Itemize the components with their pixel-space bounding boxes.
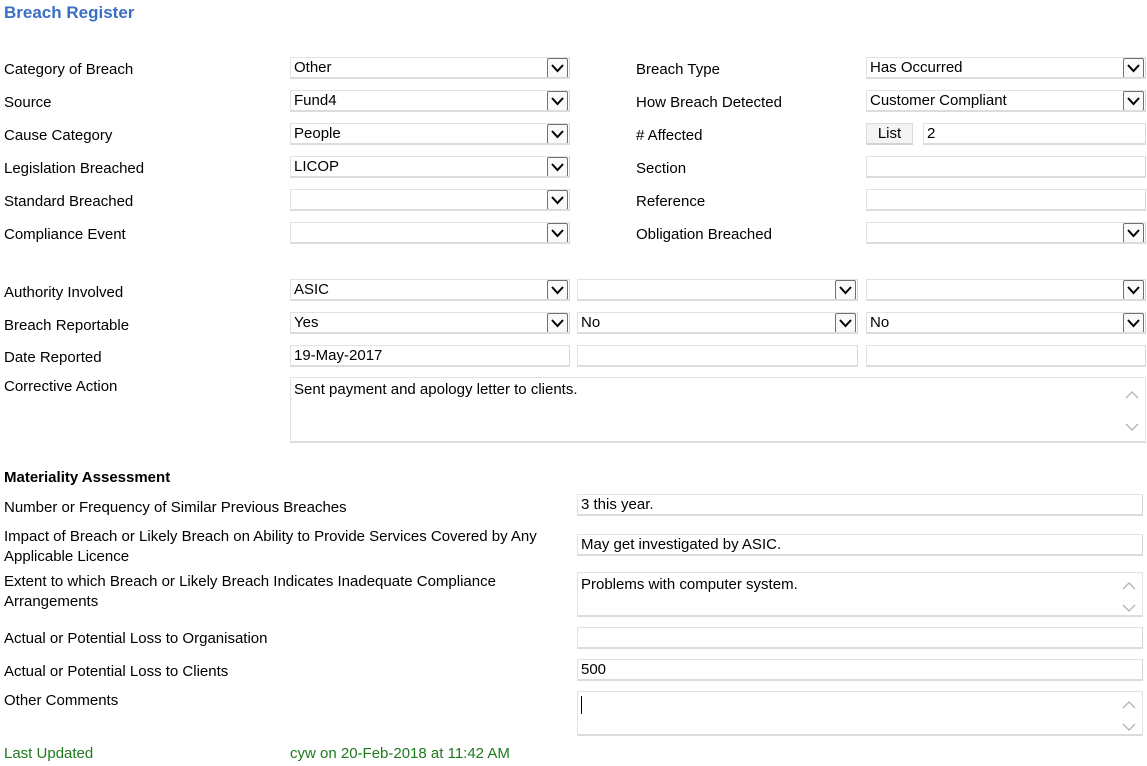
label-corrective-action: Corrective Action xyxy=(4,378,118,395)
how-breach-detected-value: Customer Compliant xyxy=(870,92,1007,109)
chevron-down-icon[interactable] xyxy=(1125,418,1139,438)
label-obligation-breached: Obligation Breached xyxy=(636,226,772,243)
chevron-down-icon[interactable] xyxy=(1122,599,1136,619)
breach-reportable-value-1: Yes xyxy=(294,314,319,331)
chevron-down-icon[interactable] xyxy=(1122,718,1136,738)
page-title: Breach Register xyxy=(4,3,135,22)
loss-clients-input[interactable]: 500 xyxy=(577,659,1143,681)
legislation-breached-select[interactable] xyxy=(290,156,570,178)
breach-reportable-value-2: No xyxy=(581,314,601,331)
compliance-event-select[interactable] xyxy=(290,222,570,244)
extent-textarea[interactable] xyxy=(577,572,1143,617)
chevron-down-icon[interactable] xyxy=(835,280,856,300)
label-source: Source xyxy=(4,94,52,111)
chevron-down-icon[interactable] xyxy=(547,190,568,210)
label-standard-breached: Standard Breached xyxy=(4,193,134,210)
label-breach-reportable: Breach Reportable xyxy=(4,317,130,334)
chevron-down-icon[interactable] xyxy=(547,280,568,300)
chevron-down-icon[interactable] xyxy=(1123,91,1144,111)
label-loss-organisation: Actual or Potential Loss to Organisation xyxy=(4,630,268,647)
breach-reportable-select-1[interactable] xyxy=(290,312,570,334)
breach-type-value: Has Occurred xyxy=(870,59,963,76)
label-extent: Extent to which Breach or Likely Breach Indicates Inadequate Compliance Arrangements xyxy=(4,573,496,610)
source-value: Fund4 xyxy=(294,92,337,109)
label-authority-involved: Authority Involved xyxy=(4,284,124,301)
label-affected: # Affected xyxy=(636,127,703,144)
cause-category-select[interactable] xyxy=(290,123,570,145)
chevron-down-icon[interactable] xyxy=(1123,223,1144,243)
chevron-down-icon[interactable] xyxy=(547,124,568,144)
chevron-down-icon[interactable] xyxy=(547,313,568,333)
extent-text: Problems with computer system. xyxy=(581,576,798,593)
label-how-breach-detected: How Breach Detected xyxy=(636,94,782,111)
chevron-down-icon[interactable] xyxy=(547,223,568,243)
text-cursor xyxy=(581,696,582,714)
label-compliance-event: Compliance Event xyxy=(4,226,126,243)
chevron-down-icon[interactable] xyxy=(1123,280,1144,300)
chevron-down-icon[interactable] xyxy=(547,91,568,111)
loss-organisation-input[interactable] xyxy=(577,627,1143,649)
label-loss-clients: Actual or Potential Loss to Clients xyxy=(4,663,229,680)
category-of-breach-select[interactable] xyxy=(290,57,570,79)
authority-involved-select-1[interactable] xyxy=(290,279,570,301)
section-input[interactable] xyxy=(866,156,1146,178)
category-of-breach-value: Other xyxy=(294,59,332,76)
obligation-breached-select[interactable] xyxy=(866,222,1146,244)
label-legislation-breached: Legislation Breached xyxy=(4,160,145,177)
last-updated-value: cyw on 20-Feb-2018 at 11:42 AM xyxy=(290,745,510,762)
frequency-input[interactable]: 3 this year. xyxy=(577,494,1143,516)
date-reported-input-1[interactable]: 19-May-2017 xyxy=(290,345,570,367)
source-select[interactable] xyxy=(290,90,570,112)
chevron-up-icon[interactable] xyxy=(1122,577,1136,597)
breach-reportable-select-2[interactable] xyxy=(577,312,858,334)
breach-reportable-value-3: No xyxy=(870,314,890,331)
label-section: Section xyxy=(636,160,687,177)
materiality-heading: Materiality Assessment xyxy=(4,469,171,486)
authority-involved-select-3[interactable] xyxy=(866,279,1146,301)
chevron-down-icon[interactable] xyxy=(835,313,856,333)
chevron-down-icon[interactable] xyxy=(1123,313,1144,333)
label-category-of-breach: Category of Breach xyxy=(4,61,134,78)
label-date-reported: Date Reported xyxy=(4,349,102,366)
breach-type-select[interactable] xyxy=(866,57,1146,79)
label-impact: Impact of Breach or Likely Breach on Ability to Provide Services Covered by Any Applicable Licence xyxy=(4,528,537,565)
breach-reportable-select-3[interactable] xyxy=(866,312,1146,334)
date-reported-input-3[interactable] xyxy=(866,345,1146,367)
chevron-up-icon[interactable] xyxy=(1122,696,1136,716)
date-reported-input-2[interactable] xyxy=(577,345,858,367)
authority-involved-select-2[interactable] xyxy=(577,279,858,301)
affected-list-button[interactable]: List xyxy=(866,123,913,145)
label-last-updated: Last Updated xyxy=(4,745,94,762)
chevron-down-icon[interactable] xyxy=(547,157,568,177)
label-other-comments: Other Comments xyxy=(4,692,119,709)
chevron-down-icon[interactable] xyxy=(547,58,568,78)
cause-category-value: People xyxy=(294,125,341,142)
corrective-action-text: Sent payment and apology letter to clients. xyxy=(294,381,578,398)
chevron-down-icon[interactable] xyxy=(1123,58,1144,78)
legislation-breached-value: LICOP xyxy=(294,158,340,175)
label-reference: Reference xyxy=(636,193,706,210)
standard-breached-select[interactable] xyxy=(290,189,570,211)
authority-involved-value-1: ASIC xyxy=(294,281,330,298)
label-frequency: Number or Frequency of Similar Previous Breaches xyxy=(4,499,347,516)
affected-count-input[interactable]: 2 xyxy=(923,123,1146,145)
how-breach-detected-select[interactable] xyxy=(866,90,1146,112)
impact-input[interactable]: May get investigated by ASIC. xyxy=(577,534,1143,556)
reference-input[interactable] xyxy=(866,189,1146,211)
chevron-up-icon[interactable] xyxy=(1125,386,1139,406)
other-comments-textarea[interactable] xyxy=(577,691,1143,736)
label-breach-type: Breach Type xyxy=(636,61,720,78)
label-cause-category: Cause Category xyxy=(4,127,113,144)
corrective-action-textarea[interactable] xyxy=(290,377,1146,443)
